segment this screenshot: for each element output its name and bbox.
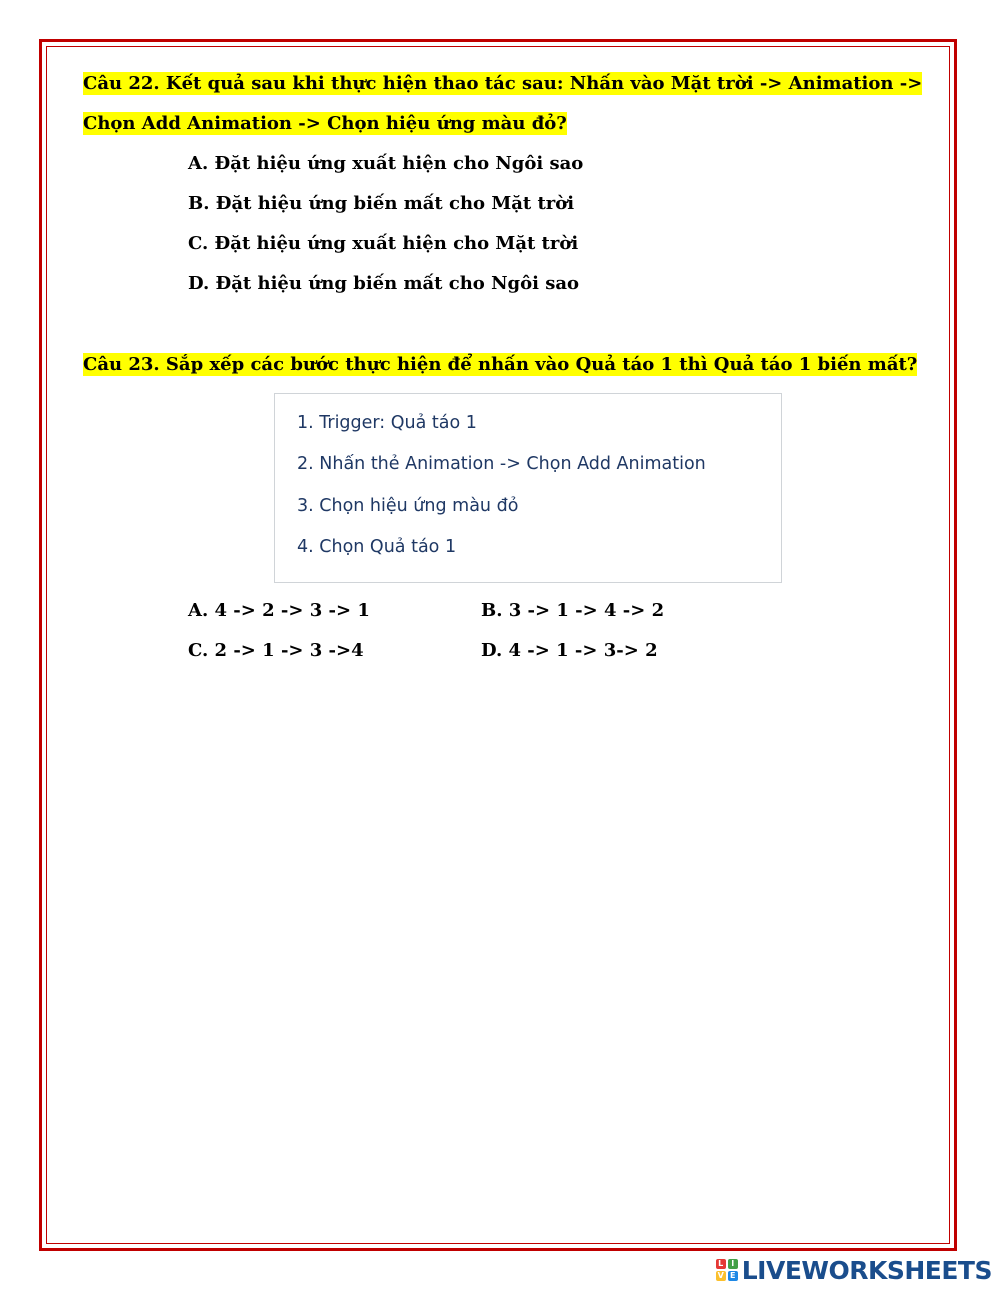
logo-tile-i: I [728,1259,738,1269]
liveworksheets-logo [716,1252,992,1288]
q23-option-c[interactable]: C. 2 -> 1 -> 3 ->4 [188,640,364,661]
step-2: 2. Nhấn thẻ Animation -> Chọn Add Animation [297,454,706,474]
liveworksheets-icon [716,1259,738,1281]
logo-tile-e: E [728,1271,738,1281]
brand-name: LIVEWORKSHEETS [741,1255,992,1285]
logo-tile-v: V [717,1271,724,1280]
q22-option-d[interactable]: D. Đặt hiệu ứng biến mất cho Ngôi sao [188,273,580,294]
q22-option-c[interactable]: C. Đặt hiệu ứng xuất hiện cho Mặt trời [188,233,579,254]
q23-option-a[interactable]: A. 4 -> 2 -> 3 -> 1 [188,600,370,621]
step-4: 4. Chọn Quả táo 1 [297,537,457,557]
q23-heading: Câu 23. Sắp xếp các bước thực hiện để nhấn vào Quả táo 1 thì Quả táo 1 biến mất? [83,354,918,375]
q22-heading-line1: Câu 22. Kết quả sau khi thực hiện thao tác sau: Nhấn vào Mặt trời -> Animation -> [83,73,923,94]
step-1: 1. Trigger: Quả táo 1 [297,413,477,433]
steps-box [274,393,782,583]
q23-option-d[interactable]: D. 4 -> 1 -> 3-> 2 [481,640,658,661]
q22-heading-line2: Chọn Add Animation -> Chọn hiệu ứng màu đỏ? [83,113,567,134]
step-3: 3. Chọn hiệu ứng màu đỏ [297,496,519,516]
logo-tile-l: L [716,1259,726,1269]
q22-option-b[interactable]: B. Đặt hiệu ứng biến mất cho Mặt trời [188,193,575,214]
q23-option-b[interactable]: B. 3 -> 1 -> 4 -> 2 [481,600,665,621]
q22-option-a[interactable]: A. Đặt hiệu ứng xuất hiện cho Ngôi sao [188,153,584,174]
